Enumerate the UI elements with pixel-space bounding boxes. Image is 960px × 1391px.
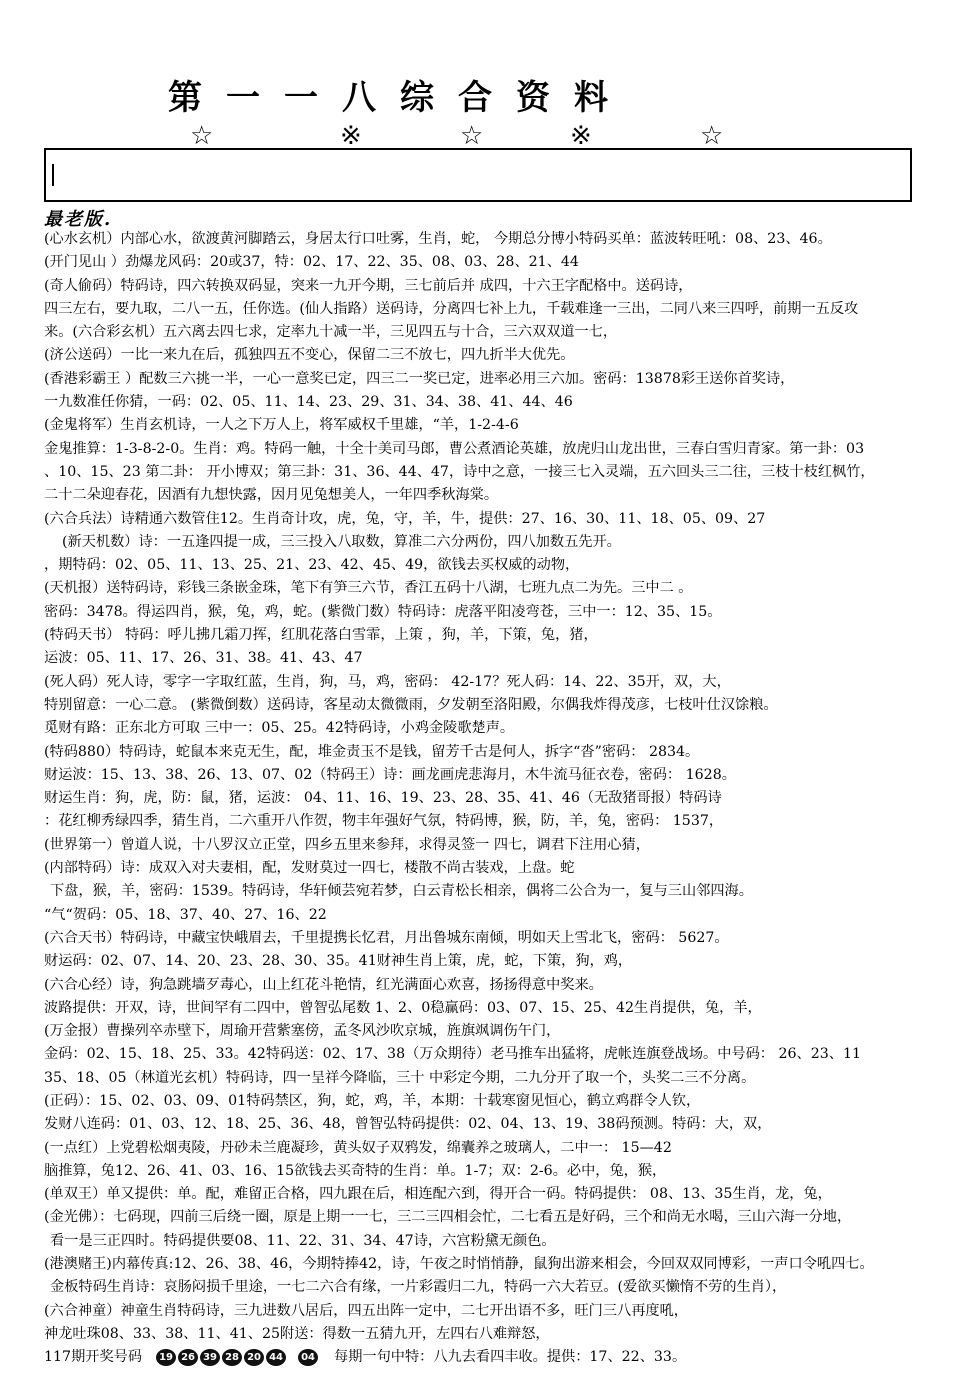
number-ball: 20 <box>244 1349 264 1366</box>
text-line: (金光佛）：七码现，四前三后绕一圈，原是上期一一七，三二三四相会忙，二七看五是好码，三个和尚无水喝，三山六海一分地， <box>44 1209 852 1226</box>
text-line: 财运生肖：狗，虎，防：鼠，猪，运波： 04、11、16、19、23、28、35、41、46（无敌猪哥报）特码诗 <box>44 790 722 807</box>
draw-label: 117期开奖号码 <box>44 1349 143 1366</box>
box-tick-mark <box>52 164 54 186</box>
number-ball: 19 <box>156 1349 176 1366</box>
asterism-icon: ※ <box>570 121 592 151</box>
star-icon: ☆ <box>460 121 484 151</box>
text-line: (内部特码）诗：成双入对夫妻相，配，发财莫过一四七，楼散不尚古装戏，上盘。蛇 <box>44 860 575 877</box>
text-line: 脑推算，兔12、26、41、03、16、15欲钱去买奇特的生肖：单。1-7；双：2-6。必中，兔，猴， <box>44 1162 667 1179</box>
text-line: (六合神童）神童生肖特码诗，三九进数八居后，四五出阵一定中，二七开出语不多，旺门三八再度吼， <box>44 1302 688 1319</box>
text-line: 觅财有路：正东北方可取 三中一：05、25。42特码诗，小鸡金陵歌楚声。 <box>44 720 515 737</box>
text-line: 二十二朵迎春花，因酒有九想快露，因月见兔想美人，一年四季秋海棠。 <box>44 487 499 504</box>
document-body <box>44 228 924 1370</box>
text-line: (世界第一）曾道人说，十八罗汉立正堂，四乡五里来参拜，求得灵签一 四七，调君下注用心猜， <box>44 836 650 853</box>
page-title: 第一一八综合资料 <box>168 78 632 118</box>
text-line: (金鬼将军）生肖玄机诗，一人之下万人上，将军威权千里雄，“羊，1-2-4-6 <box>44 417 519 434</box>
text-line: (死人码）死人诗，零字一字取红蓝，生肖，狗，马，鸡，密码： 42-17？死人码：14、22、35开，双，大， <box>44 673 731 690</box>
number-ball: 04 <box>298 1349 318 1366</box>
text-line: 运波：05、11、17、26、31、38。41、43、47 <box>44 650 363 667</box>
text-line: (单双王）单又提供：单。配，难留正合格，四九跟在后，相连配六到，得开合一码。特码提供： 08、13、35生肖，龙，兔， <box>44 1186 832 1203</box>
star-icon: ☆ <box>190 121 214 151</box>
text-line: (开门见山 ）劲爆龙风码：20或37，特：02、17、22、35、08、03、28、21、44 <box>44 254 579 271</box>
draw-balls <box>156 1349 320 1366</box>
text-line: (特码天书） 特码：呼儿拂几霜刀挥，红肌花落白雪霏，上策 ，狗，羊，下策，兔，猪， <box>44 627 598 644</box>
text-line: 来。(六合彩玄机）五六离去四七求，定率九十减一半，三见四五与十合，三六双双道一七， <box>44 324 618 341</box>
text-line: ，期特码：02、05、11、13、25、21、23、42、45、49，欲钱去买权威的动物， <box>44 557 580 574</box>
text-line: (六合心经）诗，狗急跳墙歹毒心，山上红花斗艳情，红光满面心欢喜，扬扬得意中奖来。 <box>44 976 603 993</box>
text-line: 波路提供：开双，诗，世间罕有二四中，曾智弘尾数 1、2、0稳赢码：03、07、15、25、42生肖提供，兔，羊， <box>44 999 762 1016</box>
text-line: 特别留意：一心二意。 (紫微倒数）送码诗，客星动太微微雨，夕发朝至洛阳殿，尔偶我炸得茂彦，七枝叶仕汉馀粮。 <box>44 696 778 713</box>
text-line: 下盘，猴，羊，密码：1539。特码诗，华轩倾芸宛若梦，白云青松长相亲，偶将二公合为一，复与三山邻四海。 <box>50 883 753 900</box>
text-line: 发财八连码：01、03、12、18、25、36、48，曾智弘特码提供：02、04、13、19、38码预测。特码：大，双， <box>44 1116 772 1133</box>
number-ball: 39 <box>200 1349 220 1366</box>
text-line: (特码880）特码诗，蛇鼠本来克无生，配，堆金责玉不是钱，留芳千古是何人，拆字“沓”密码： 2834。 <box>44 743 700 760</box>
text-line: 、10、15、23 第二卦： 开小博双；第三卦：31、36、44、47，诗中之意，一接三七入灵端，五六回头三二往，三枝十枝红枫竹， <box>44 463 875 480</box>
text-line: (万金报）曹操列卒赤壁下，周瑜开营紫塞傍，孟冬风沙吹京城，旌旗飒调伤午门， <box>44 1023 561 1040</box>
text-line: 金码：02、15、18、25、33。42特码送：02、17、38（万众期待）老马推车出猛将，虎帐连旗登战场。中号码： 26、23、11 <box>44 1046 862 1063</box>
text-line: (天机报）送特码诗，彩钱三条嵌金珠，笔下有笋三六节，香江五码十八湖，七班九点二为先。三中二 。 <box>44 580 693 597</box>
text-line: (新天机数）诗：一五逢四提一成，三三投入八取数，算准二六分两份，四八加数五先开。 <box>62 533 621 550</box>
text-line: 金鬼推算：1-3-8-2-0。生肖：鸡。特码一触，十全十美司马郎，曹公煮酒论英雄，放虎归山龙出世，三春白雪归青家。第一卦：03 <box>44 440 865 457</box>
text-line: (六合天书）特码诗，中藏宝快峨眉去，千里提携长忆君，月出鲁城东南倾，明如天上雪北飞，密码： 5627。 <box>44 929 729 946</box>
text-line: 看一是三正四时。特码提供要08、11、22、31、34、47诗，六宫粉黛无颜色。 <box>50 1232 556 1249</box>
text-line: 四三左右，要九取，二八一五，任你选。(仙人指路）送码诗，分离四七补上九，千载难逢一三出，二同八来三四呼，前期一五反攻 <box>44 300 859 317</box>
text-line: (心水玄机）内部心水，欲渡黄河脚踏云，身居太行口吐雾，生肖，蛇， 今期总分博小特码买单：蓝波转旺吼：08、23、46。 <box>44 231 832 247</box>
notice-box <box>44 148 912 202</box>
text-line: 神龙吐珠08、33、38、11、41、25附送：得数一五猜九开，左四右八难辩怒， <box>44 1325 550 1342</box>
text-line: 财运码：02、07、14、20、23、28、30、35。41财神生肖上策，虎，蛇，下策，狗，鸡， <box>44 953 633 970</box>
text-line: (奇人偷码）特码诗，四六转换双码显，突来一九开今期，三七前后并 成四，十六王字配格中。送码诗， <box>44 277 693 294</box>
text-line: (六合兵法）诗精通六数管住12。生肖奇计攻，虎，兔，守，羊，牛，提供：27、16、30、11、18、05、09、27 <box>44 510 766 527</box>
text-line: 一九数准任你猜，一码：02、05、11、14、23、29、31、34、38、41、44、46 <box>44 394 573 411</box>
decorative-star-row <box>190 122 750 150</box>
text-line: 35、18、05（林道光玄机）特码诗，四一呈祥今降临，三十 中彩定今期，二九分开了取一个，头奖二三不分离。 <box>44 1069 756 1086</box>
draw-result-line <box>44 1346 924 1369</box>
text-line: “气“贺码：05、18、37、40、27、16、22 <box>44 906 327 923</box>
text-line: 金板特码生肖诗：哀肠闷损千里途，一七二六合有缘，一片彩霞归二九，特码一六大若豆。(爱欲买懒惰不劳的生肖）， <box>50 1279 787 1296</box>
tail-text: 每期一句中特：八九去看四丰收。提供：17、22、33。 <box>334 1349 687 1366</box>
text-line: (正码）：15、02、03、09、01特码禁区，狗，蛇，鸡，羊，本期：十载寒窗见恒心，鹤立鸡群令人钦， <box>44 1092 701 1109</box>
text-line: 财运波：15、13、38、26、13、07、02（特码王）诗：画龙画虎悲海月，木牛流马征衣卷，密码： 1628。 <box>44 766 736 783</box>
text-line: (一点红）上党碧松烟夷陵，丹砂未兰鹿凝珍，黄头奴子双鸦发，绵囊养之玻璃人，二中一： 15—42 <box>44 1139 672 1156</box>
number-ball: 28 <box>222 1349 242 1366</box>
number-ball: 44 <box>266 1349 286 1366</box>
text-line: (香港彩霸王 ）配数三六挑一半，一心一意奖已定，四三二一奖已定，进率必用三六加。密码：13878彩王送你首奖诗， <box>44 370 795 387</box>
number-ball: 26 <box>178 1349 198 1366</box>
section-title: 最老版. <box>44 209 113 230</box>
text-line: (济公送码）一比一来九在后，孤独四五不变心，保留二三不放七，四九折半大优先。 <box>44 347 575 364</box>
asterism-icon: ※ <box>340 121 362 151</box>
text-line: (港澳赌王)内幕传真:12、26、38、46，今期特捧42，诗，午夜之时悄悄静，鼠狗出游来相会，今回双双同博彩，一声口令吼四七。 <box>44 1256 874 1273</box>
text-line: ：花红柳秀绿四季，猜生肖，二六重开八作贺，物丰年强好气氛，特码博，猴，防，羊，兔，密码： 1537， <box>44 813 724 830</box>
star-icon: ☆ <box>700 121 724 151</box>
text-line: 密码：3478。得运四肖，猴，兔，鸡，蛇。(紫微门数）特码诗：虎落平阳凌弯苍，三中一：12、35、15。 <box>44 603 722 620</box>
